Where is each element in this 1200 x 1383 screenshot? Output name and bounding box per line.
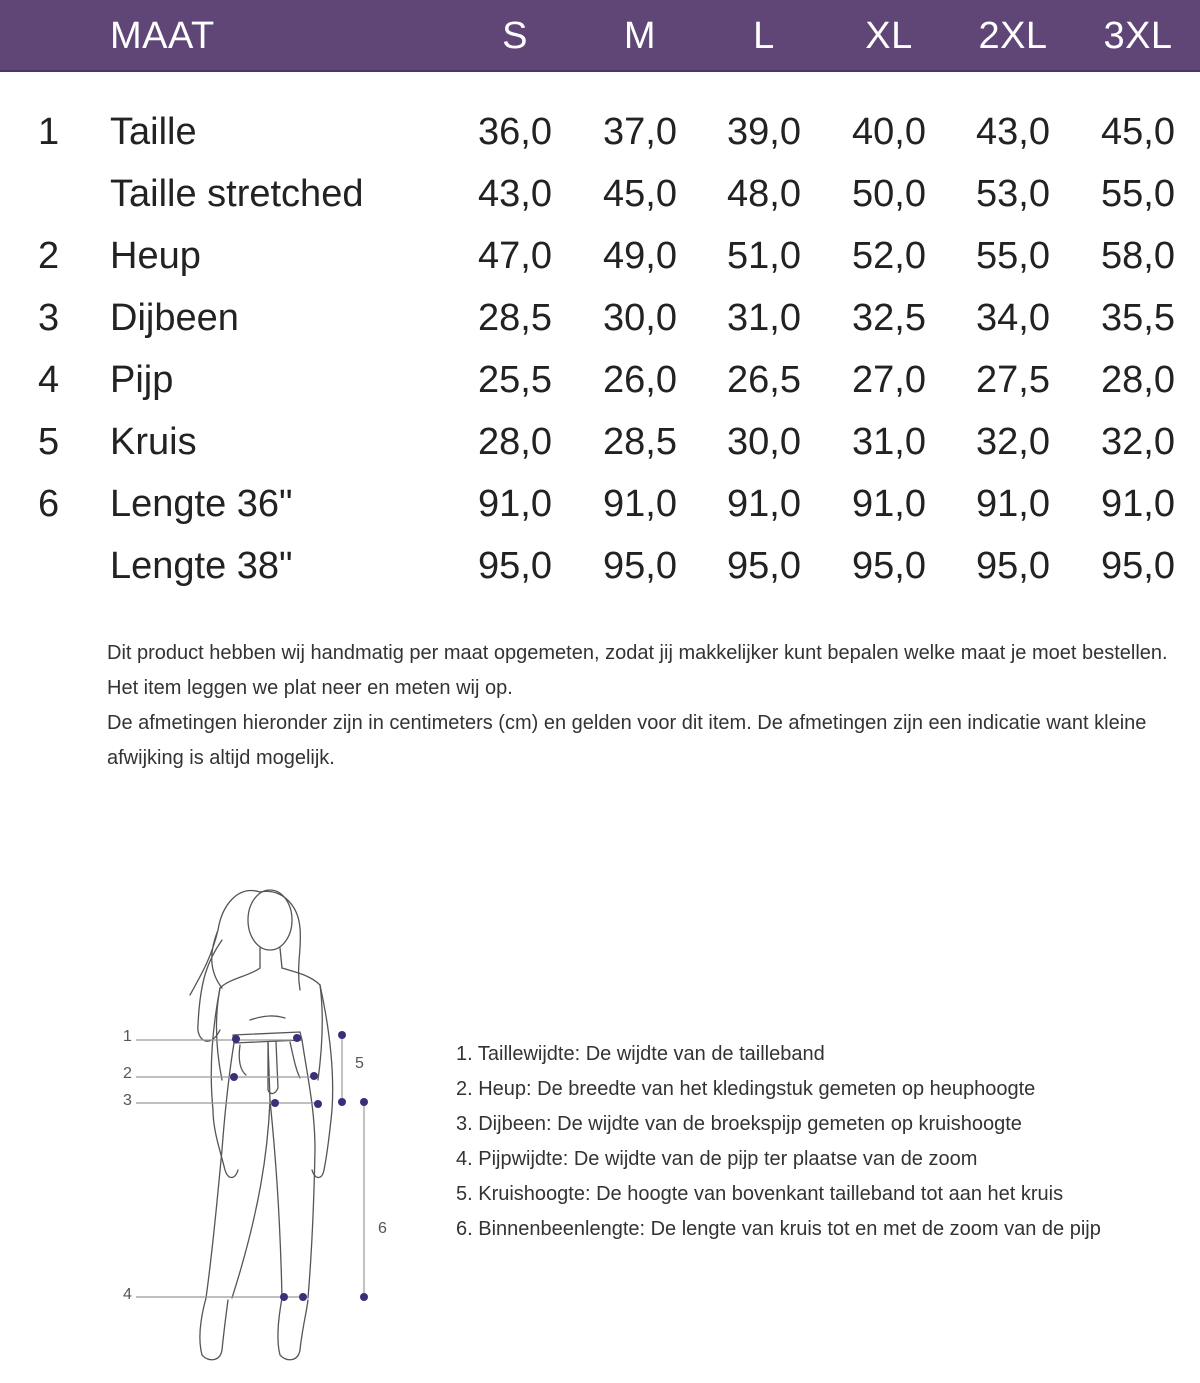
marker-label-1: 1 bbox=[123, 1028, 132, 1045]
marker-label-6: 6 bbox=[378, 1220, 387, 1237]
woman-figure-icon bbox=[110, 850, 410, 1370]
table-row-lengte-36 bbox=[0, 473, 1200, 535]
header-size-xl: XL bbox=[865, 15, 913, 57]
cell-m: 45,0 bbox=[603, 173, 677, 215]
row-label: Kruis bbox=[110, 421, 197, 463]
description-line-3: De afmetingen hieronder zijn in centimeters (cm) en gelden voor dit item. De afmetingen zijn een indicatie want kleine afwijking is altijd mogelijk. bbox=[107, 712, 1147, 769]
cell-3xl: 28,0 bbox=[1101, 359, 1175, 401]
row-number: 1 bbox=[38, 111, 60, 153]
row-label: Taille stretched bbox=[110, 173, 364, 215]
cell-m: 26,0 bbox=[603, 359, 677, 401]
table-row-heup bbox=[0, 225, 1200, 287]
cell-l: 31,0 bbox=[727, 297, 801, 339]
header-size-l: L bbox=[753, 15, 775, 57]
legend-item-taillewijdte: 1. Taillewijdte: De wijdte van de tailleband bbox=[456, 1043, 825, 1065]
cell-xl: 27,0 bbox=[852, 359, 926, 401]
cell-s: 28,0 bbox=[478, 421, 552, 463]
table-row-taille-stretched bbox=[0, 163, 1200, 225]
cell-xl: 31,0 bbox=[852, 421, 926, 463]
cell-s: 28,5 bbox=[478, 297, 552, 339]
cell-xl: 91,0 bbox=[852, 483, 926, 525]
cell-l: 51,0 bbox=[727, 235, 801, 277]
table-row-pijp bbox=[0, 349, 1200, 411]
description-line-2: Het item leggen we plat neer en meten wij op. bbox=[107, 677, 513, 699]
cell-2xl: 27,5 bbox=[976, 359, 1050, 401]
cell-m: 28,5 bbox=[603, 421, 677, 463]
legend-item-pijpwijdte: 4. Pijpwijdte: De wijdte van de pijp ter plaatse van de zoom bbox=[456, 1148, 978, 1170]
row-label: Pijp bbox=[110, 359, 174, 401]
cell-2xl: 53,0 bbox=[976, 173, 1050, 215]
cell-m: 37,0 bbox=[603, 111, 677, 153]
cell-l: 48,0 bbox=[727, 173, 801, 215]
row-number: 4 bbox=[38, 359, 60, 401]
cell-3xl: 58,0 bbox=[1101, 235, 1175, 277]
marker-label-2: 2 bbox=[123, 1065, 132, 1082]
cell-m: 91,0 bbox=[603, 483, 677, 525]
row-number: 5 bbox=[38, 421, 60, 463]
marker-label-3: 3 bbox=[123, 1092, 132, 1109]
row-label: Lengte 36" bbox=[110, 483, 293, 525]
row-number: 3 bbox=[38, 297, 60, 339]
cell-3xl: 95,0 bbox=[1101, 545, 1175, 587]
row-label: Heup bbox=[110, 235, 201, 277]
header-size-m: M bbox=[623, 15, 657, 57]
size-table-header bbox=[0, 0, 1200, 72]
header-size-3xl: 3XL bbox=[1103, 15, 1173, 57]
cell-2xl: 43,0 bbox=[976, 111, 1050, 153]
row-number: 2 bbox=[38, 235, 60, 277]
cell-s: 91,0 bbox=[478, 483, 552, 525]
measurement-legend bbox=[456, 1037, 1176, 1247]
cell-l: 91,0 bbox=[727, 483, 801, 525]
cell-2xl: 55,0 bbox=[976, 235, 1050, 277]
cell-xl: 40,0 bbox=[852, 111, 926, 153]
cell-l: 95,0 bbox=[727, 545, 801, 587]
cell-l: 26,5 bbox=[727, 359, 801, 401]
table-row-taille bbox=[0, 101, 1200, 163]
cell-3xl: 45,0 bbox=[1101, 111, 1175, 153]
cell-2xl: 95,0 bbox=[976, 545, 1050, 587]
header-size-s: S bbox=[502, 15, 528, 57]
cell-2xl: 32,0 bbox=[976, 421, 1050, 463]
cell-2xl: 34,0 bbox=[976, 297, 1050, 339]
cell-3xl: 32,0 bbox=[1101, 421, 1175, 463]
marker-label-5: 5 bbox=[355, 1055, 364, 1072]
cell-xl: 52,0 bbox=[852, 235, 926, 277]
measurement-description bbox=[107, 636, 1177, 776]
cell-3xl: 55,0 bbox=[1101, 173, 1175, 215]
table-row-dijbeen bbox=[0, 287, 1200, 349]
cell-s: 95,0 bbox=[478, 545, 552, 587]
cell-s: 36,0 bbox=[478, 111, 552, 153]
legend-item-binnenbeenlengte: 6. Binnenbeenlengte: De lengte van kruis tot en met de zoom van de pijp bbox=[456, 1218, 1101, 1240]
header-maat-label: MAAT bbox=[110, 15, 215, 57]
cell-l: 30,0 bbox=[727, 421, 801, 463]
row-label: Dijbeen bbox=[110, 297, 239, 339]
marker-label-4: 4 bbox=[123, 1286, 132, 1303]
row-number: 6 bbox=[38, 483, 60, 525]
cell-xl: 95,0 bbox=[852, 545, 926, 587]
cell-m: 95,0 bbox=[603, 545, 677, 587]
legend-item-heup: 2. Heup: De breedte van het kledingstuk gemeten op heuphoogte bbox=[456, 1078, 1036, 1100]
legend-item-kruishoogte: 5. Kruishoogte: De hoogte van bovenkant tailleband tot aan het kruis bbox=[456, 1183, 1064, 1205]
row-label: Taille bbox=[110, 111, 197, 153]
measurement-figure-illustration bbox=[110, 850, 410, 1370]
legend-item-dijbeen: 3. Dijbeen: De wijdte van de broekspijp gemeten op kruishoogte bbox=[456, 1113, 1022, 1135]
cell-2xl: 91,0 bbox=[976, 483, 1050, 525]
cell-m: 30,0 bbox=[603, 297, 677, 339]
cell-xl: 32,5 bbox=[852, 297, 926, 339]
cell-s: 47,0 bbox=[478, 235, 552, 277]
cell-3xl: 91,0 bbox=[1101, 483, 1175, 525]
description-line-1: Dit product hebben wij handmatig per maat opgemeten, zodat jij makkelijker kunt bepalen welke maat je moet bestellen. bbox=[107, 642, 1168, 664]
cell-m: 49,0 bbox=[603, 235, 677, 277]
header-size-2xl: 2XL bbox=[978, 15, 1048, 57]
cell-3xl: 35,5 bbox=[1101, 297, 1175, 339]
cell-l: 39,0 bbox=[727, 111, 801, 153]
cell-s: 43,0 bbox=[478, 173, 552, 215]
cell-xl: 50,0 bbox=[852, 173, 926, 215]
table-row-kruis bbox=[0, 411, 1200, 473]
cell-s: 25,5 bbox=[478, 359, 552, 401]
row-label: Lengte 38" bbox=[110, 545, 293, 587]
table-row-lengte-38 bbox=[0, 535, 1200, 597]
